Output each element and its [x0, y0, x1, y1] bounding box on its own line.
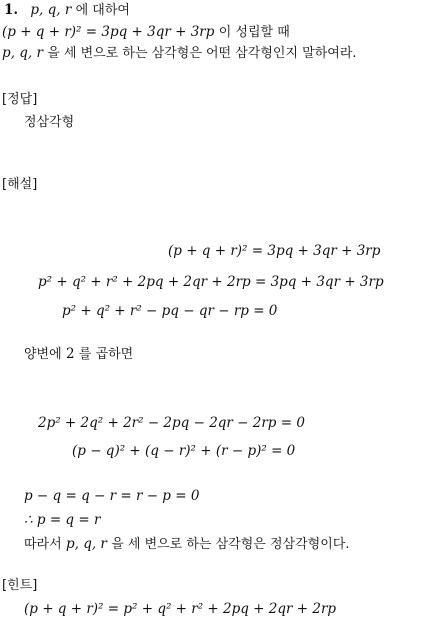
solution-header: [해설]: [2, 177, 38, 192]
problem-number: 1.: [4, 2, 19, 18]
solution-step-text-a: 양변에: [24, 347, 62, 362]
solution-step-text-b: 를 곱하면: [78, 347, 134, 362]
solution-conclusion-variables: p, q, r: [65, 536, 107, 552]
solution-step-number: 2: [65, 346, 75, 362]
solution-equation-4: 2p² + 2q² + 2r² − 2pq − 2qr − 2rp = 0: [38, 415, 305, 431]
solution-equation-2: p² + q² + r² + 2pq + 2qr + 2rp = 3pq + 3qr + 3rp: [38, 274, 384, 290]
solution-conclusion: [24, 536, 349, 553]
hint-header: [힌트]: [2, 578, 38, 593]
hint-equation: (p + q + r)² = p² + q² + r² + 2pq + 2qr + 2rp: [24, 601, 337, 617]
answer-text: 정삼각형: [24, 115, 75, 130]
solution-equation-1: (p + q + r)² = 3pq + 3qr + 3rp: [168, 243, 381, 259]
problem-variables: p, q, r: [30, 2, 72, 18]
answer-header: [정답]: [2, 92, 38, 107]
problem-question-text: 을 세 변으로 하는 삼각형은 어떤 삼각형인지 말하여라.: [47, 46, 357, 61]
solution-equation-7: ∴ p = q = r: [24, 512, 101, 528]
solution-equation-5: (p − q)² + (q − r)² + (r − p)² = 0: [72, 443, 296, 459]
problem-line-2-text: 이 성립할 때: [218, 25, 290, 40]
problem-line-1: [4, 2, 130, 19]
problem-line-3: [2, 45, 357, 62]
solution-step-text: [24, 346, 133, 363]
solution-equation-3: p² + q² + r² − pq − qr − rp = 0: [62, 303, 278, 319]
problem-line-2: [2, 24, 290, 41]
solution-conclusion-a: 따라서: [24, 537, 62, 552]
solution-equation-6: p − q = q − r = r − p = 0: [24, 488, 200, 504]
problem-condition-equation: (p + q + r)² = 3pq + 3qr + 3rp: [2, 24, 215, 40]
problem-line-1-text: 에 대하여: [75, 3, 130, 18]
solution-conclusion-b: 을 세 변으로 하는 삼각형은 정삼각형이다.: [111, 537, 350, 552]
problem-variables-2: p, q, r: [2, 45, 43, 61]
